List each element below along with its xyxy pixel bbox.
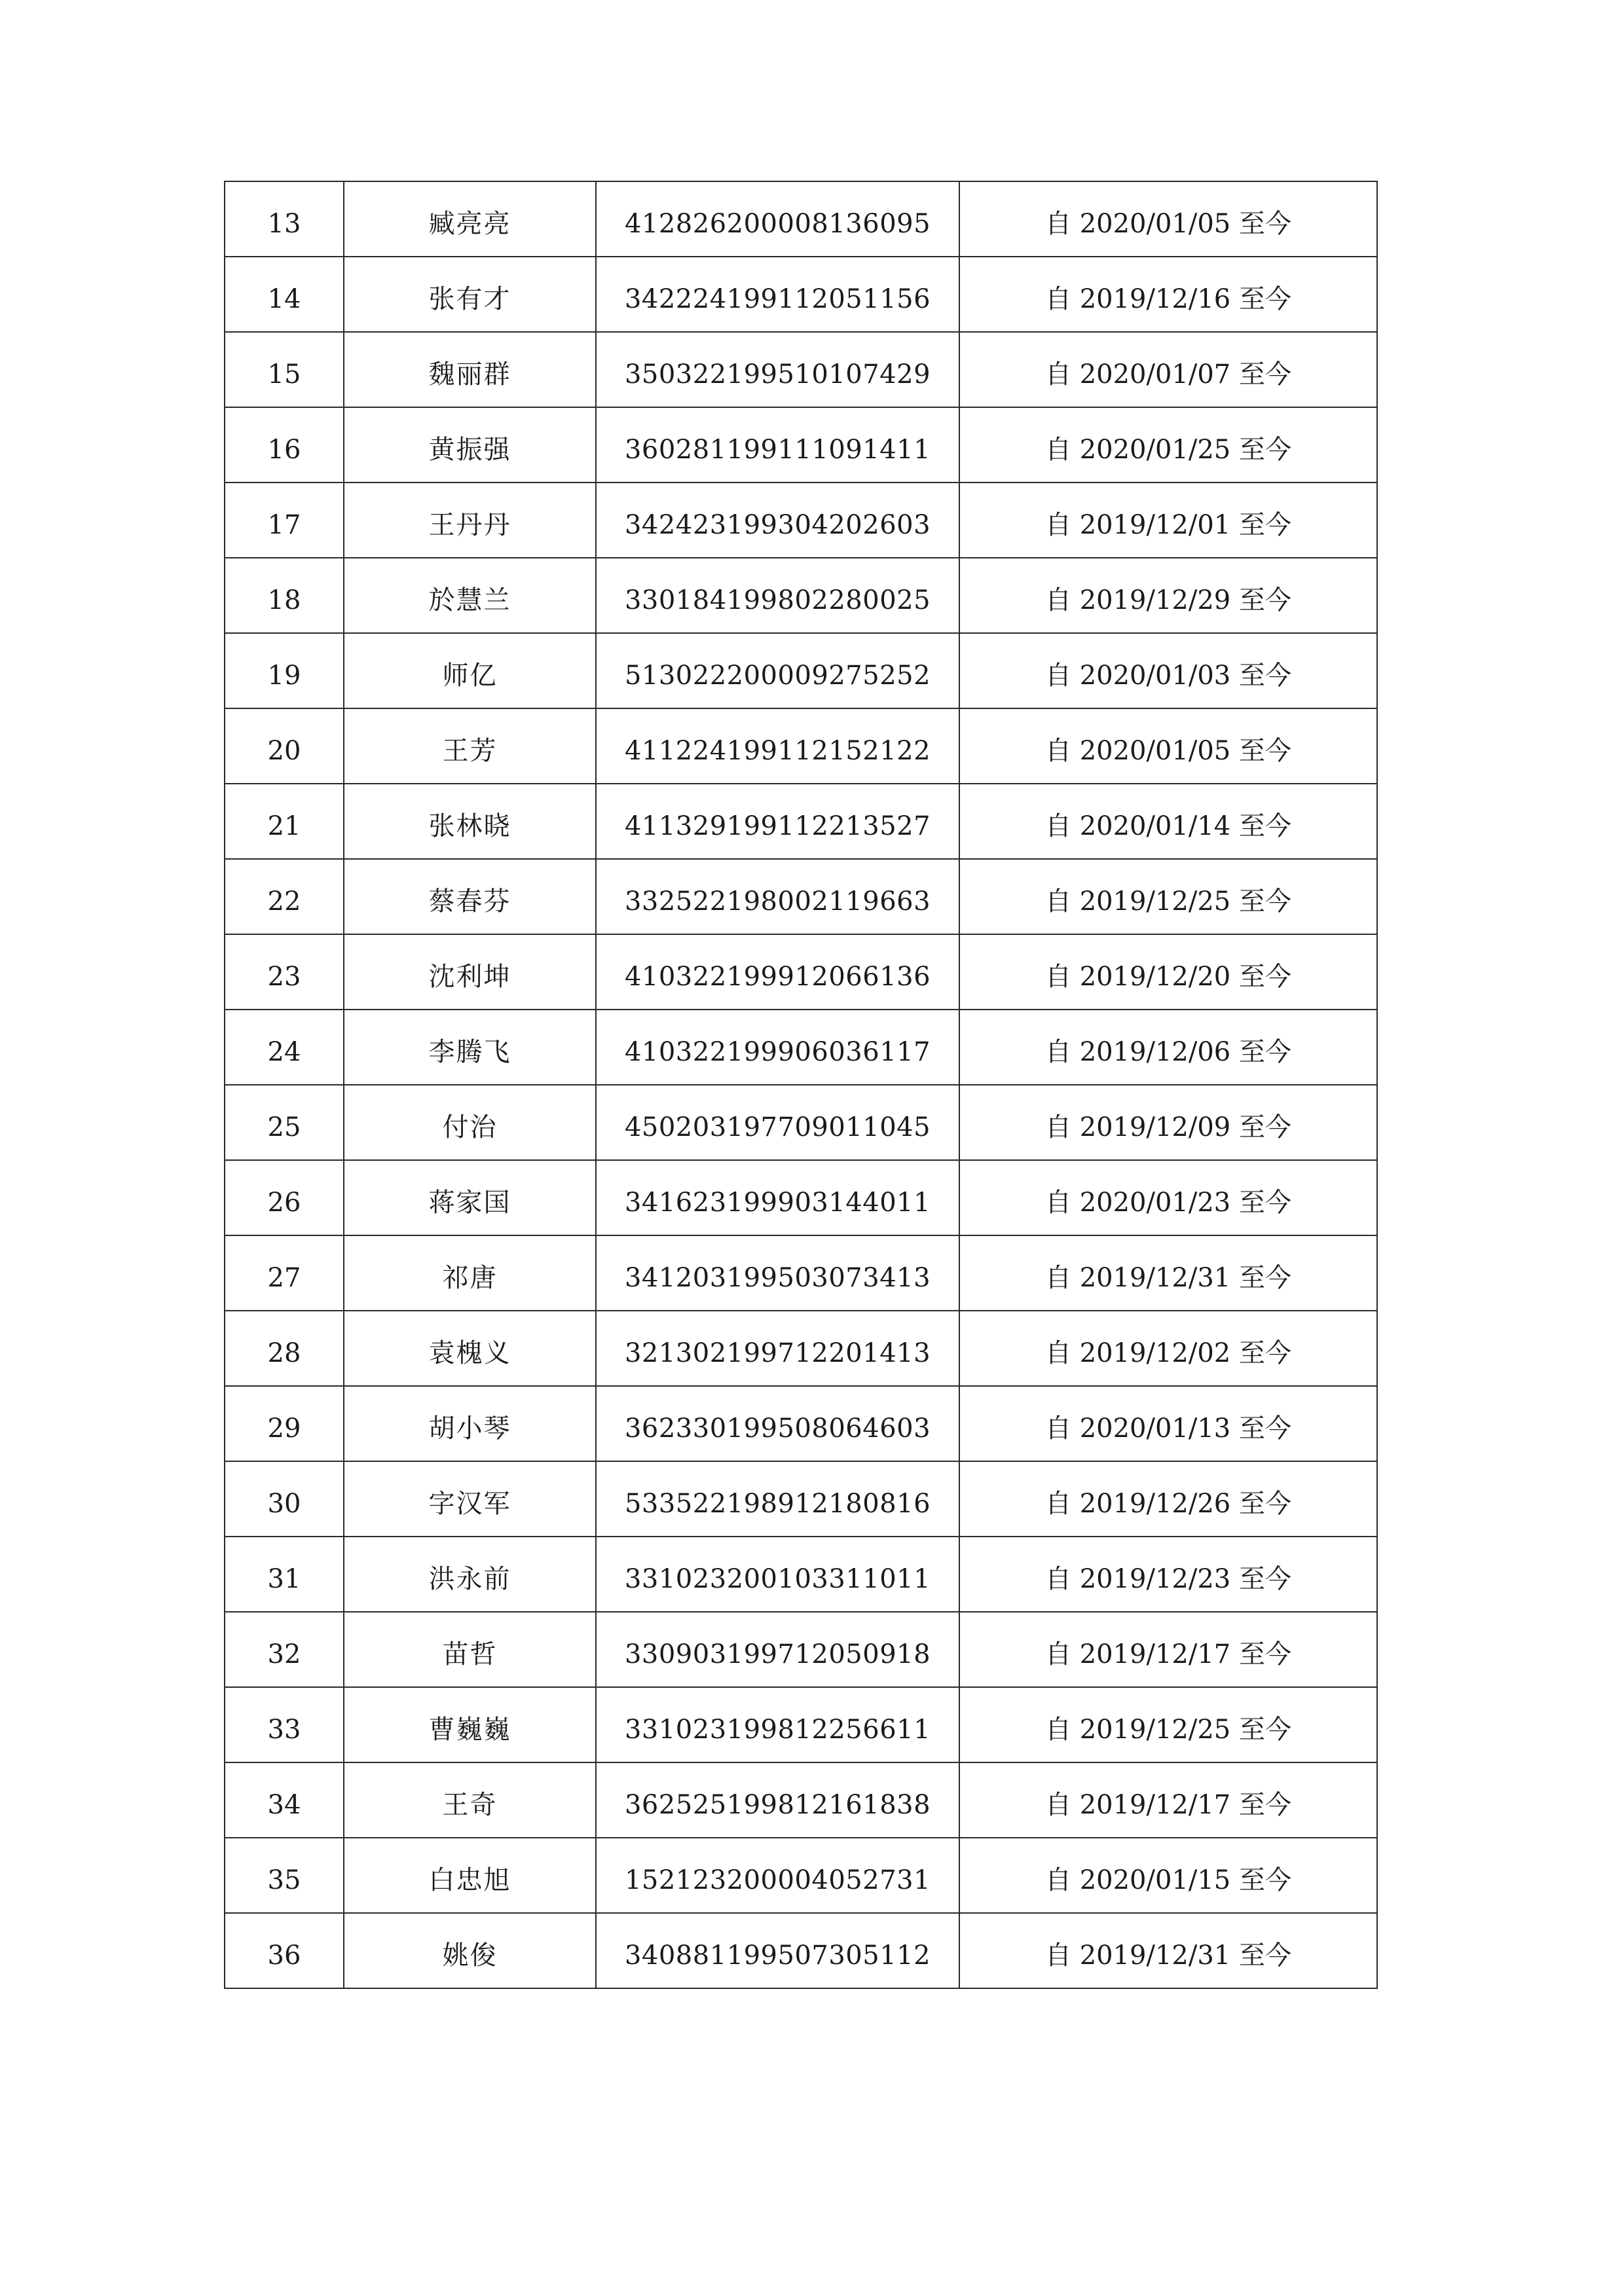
name-cell: 白忠旭: [344, 1838, 596, 1913]
name-cell: 臧亮亮: [344, 181, 596, 257]
row-number-cell: 31: [225, 1537, 344, 1612]
id-number-cell: 411224199112152122: [596, 708, 959, 784]
name-cell: 王芳: [344, 708, 596, 784]
period-cell: 自 2020/01/07 至今: [959, 332, 1377, 407]
table-row: [225, 708, 1377, 784]
table-row: [225, 934, 1377, 1010]
name-cell: 黄振强: [344, 407, 596, 483]
row-number-cell: 26: [225, 1160, 344, 1235]
id-number-cell: 331023200103311011: [596, 1537, 959, 1612]
table-row: [225, 257, 1377, 332]
row-number-cell: 21: [225, 784, 344, 859]
period-cell: 自 2020/01/05 至今: [959, 708, 1377, 784]
row-number-cell: 33: [225, 1687, 344, 1762]
id-number-cell: 410322199906036117: [596, 1010, 959, 1085]
roster-table: [224, 181, 1378, 1989]
id-number-cell: 342423199304202603: [596, 483, 959, 558]
row-number-cell: 16: [225, 407, 344, 483]
name-cell: 胡小琴: [344, 1386, 596, 1461]
roster-table-container: [224, 181, 1376, 1989]
period-cell: 自 2020/01/14 至今: [959, 784, 1377, 859]
row-number-cell: 19: [225, 633, 344, 708]
period-cell: 自 2019/12/06 至今: [959, 1010, 1377, 1085]
name-cell: 洪永前: [344, 1537, 596, 1612]
name-cell: 张林晓: [344, 784, 596, 859]
name-cell: 蒋家国: [344, 1160, 596, 1235]
table-row: [225, 1311, 1377, 1386]
period-cell: 自 2020/01/25 至今: [959, 407, 1377, 483]
table-row: [225, 1160, 1377, 1235]
name-cell: 袁槐义: [344, 1311, 596, 1386]
row-number-cell: 15: [225, 332, 344, 407]
name-cell: 曹巍巍: [344, 1687, 596, 1762]
name-cell: 蔡春芬: [344, 859, 596, 934]
name-cell: 张有才: [344, 257, 596, 332]
table-row: [225, 1913, 1377, 1988]
row-number-cell: 24: [225, 1010, 344, 1085]
name-cell: 祁唐: [344, 1235, 596, 1311]
row-number-cell: 35: [225, 1838, 344, 1913]
period-cell: 自 2019/12/25 至今: [959, 859, 1377, 934]
row-number-cell: 30: [225, 1461, 344, 1537]
id-number-cell: 513022200009275252: [596, 633, 959, 708]
row-number-cell: 32: [225, 1612, 344, 1687]
name-cell: 师亿: [344, 633, 596, 708]
table-row: [225, 483, 1377, 558]
table-row: [225, 1085, 1377, 1160]
row-number-cell: 29: [225, 1386, 344, 1461]
name-cell: 字汉军: [344, 1461, 596, 1537]
period-cell: 自 2020/01/03 至今: [959, 633, 1377, 708]
period-cell: 自 2019/12/09 至今: [959, 1085, 1377, 1160]
table-row: [225, 859, 1377, 934]
row-number-cell: 23: [225, 934, 344, 1010]
period-cell: 自 2019/12/31 至今: [959, 1235, 1377, 1311]
period-cell: 自 2019/12/16 至今: [959, 257, 1377, 332]
row-number-cell: 27: [225, 1235, 344, 1311]
table-row: [225, 1461, 1377, 1537]
name-cell: 苗哲: [344, 1612, 596, 1687]
row-number-cell: 17: [225, 483, 344, 558]
row-number-cell: 18: [225, 558, 344, 633]
id-number-cell: 362525199812161838: [596, 1762, 959, 1838]
table-row: [225, 784, 1377, 859]
name-cell: 沈利坤: [344, 934, 596, 1010]
name-cell: 李腾飞: [344, 1010, 596, 1085]
id-number-cell: 340881199507305112: [596, 1913, 959, 1988]
name-cell: 姚俊: [344, 1913, 596, 1988]
period-cell: 自 2019/12/01 至今: [959, 483, 1377, 558]
period-cell: 自 2020/01/13 至今: [959, 1386, 1377, 1461]
period-cell: 自 2019/12/26 至今: [959, 1461, 1377, 1537]
roster-table-body: [225, 181, 1377, 1988]
id-number-cell: 411329199112213527: [596, 784, 959, 859]
id-number-cell: 341203199503073413: [596, 1235, 959, 1311]
table-row: [225, 1537, 1377, 1612]
table-row: [225, 633, 1377, 708]
id-number-cell: 410322199912066136: [596, 934, 959, 1010]
row-number-cell: 13: [225, 181, 344, 257]
table-row: [225, 181, 1377, 257]
id-number-cell: 350322199510107429: [596, 332, 959, 407]
row-number-cell: 20: [225, 708, 344, 784]
table-row: [225, 1386, 1377, 1461]
id-number-cell: 362330199508064603: [596, 1386, 959, 1461]
row-number-cell: 34: [225, 1762, 344, 1838]
id-number-cell: 152123200004052731: [596, 1838, 959, 1913]
row-number-cell: 25: [225, 1085, 344, 1160]
id-number-cell: 330184199802280025: [596, 558, 959, 633]
table-row: [225, 332, 1377, 407]
id-number-cell: 331023199812256611: [596, 1687, 959, 1762]
id-number-cell: 412826200008136095: [596, 181, 959, 257]
id-number-cell: 341623199903144011: [596, 1160, 959, 1235]
period-cell: 自 2019/12/17 至今: [959, 1762, 1377, 1838]
id-number-cell: 342224199112051156: [596, 257, 959, 332]
row-number-cell: 36: [225, 1913, 344, 1988]
id-number-cell: 533522198912180816: [596, 1461, 959, 1537]
table-row: [225, 1687, 1377, 1762]
name-cell: 付治: [344, 1085, 596, 1160]
row-number-cell: 22: [225, 859, 344, 934]
id-number-cell: 332522198002119663: [596, 859, 959, 934]
table-row: [225, 1762, 1377, 1838]
name-cell: 於慧兰: [344, 558, 596, 633]
period-cell: 自 2020/01/05 至今: [959, 181, 1377, 257]
table-row: [225, 558, 1377, 633]
table-row: [225, 1612, 1377, 1687]
period-cell: 自 2019/12/20 至今: [959, 934, 1377, 1010]
table-row: [225, 1010, 1377, 1085]
table-row: [225, 1838, 1377, 1913]
name-cell: 王奇: [344, 1762, 596, 1838]
period-cell: 自 2019/12/25 至今: [959, 1687, 1377, 1762]
period-cell: 自 2019/12/23 至今: [959, 1537, 1377, 1612]
row-number-cell: 14: [225, 257, 344, 332]
period-cell: 自 2019/12/17 至今: [959, 1612, 1377, 1687]
period-cell: 自 2019/12/29 至今: [959, 558, 1377, 633]
id-number-cell: 450203197709011045: [596, 1085, 959, 1160]
name-cell: 王丹丹: [344, 483, 596, 558]
period-cell: 自 2020/01/23 至今: [959, 1160, 1377, 1235]
id-number-cell: 360281199111091411: [596, 407, 959, 483]
table-row: [225, 1235, 1377, 1311]
period-cell: 自 2019/12/31 至今: [959, 1913, 1377, 1988]
row-number-cell: 28: [225, 1311, 344, 1386]
period-cell: 自 2020/01/15 至今: [959, 1838, 1377, 1913]
id-number-cell: 321302199712201413: [596, 1311, 959, 1386]
table-row: [225, 407, 1377, 483]
name-cell: 魏丽群: [344, 332, 596, 407]
id-number-cell: 330903199712050918: [596, 1612, 959, 1687]
period-cell: 自 2019/12/02 至今: [959, 1311, 1377, 1386]
